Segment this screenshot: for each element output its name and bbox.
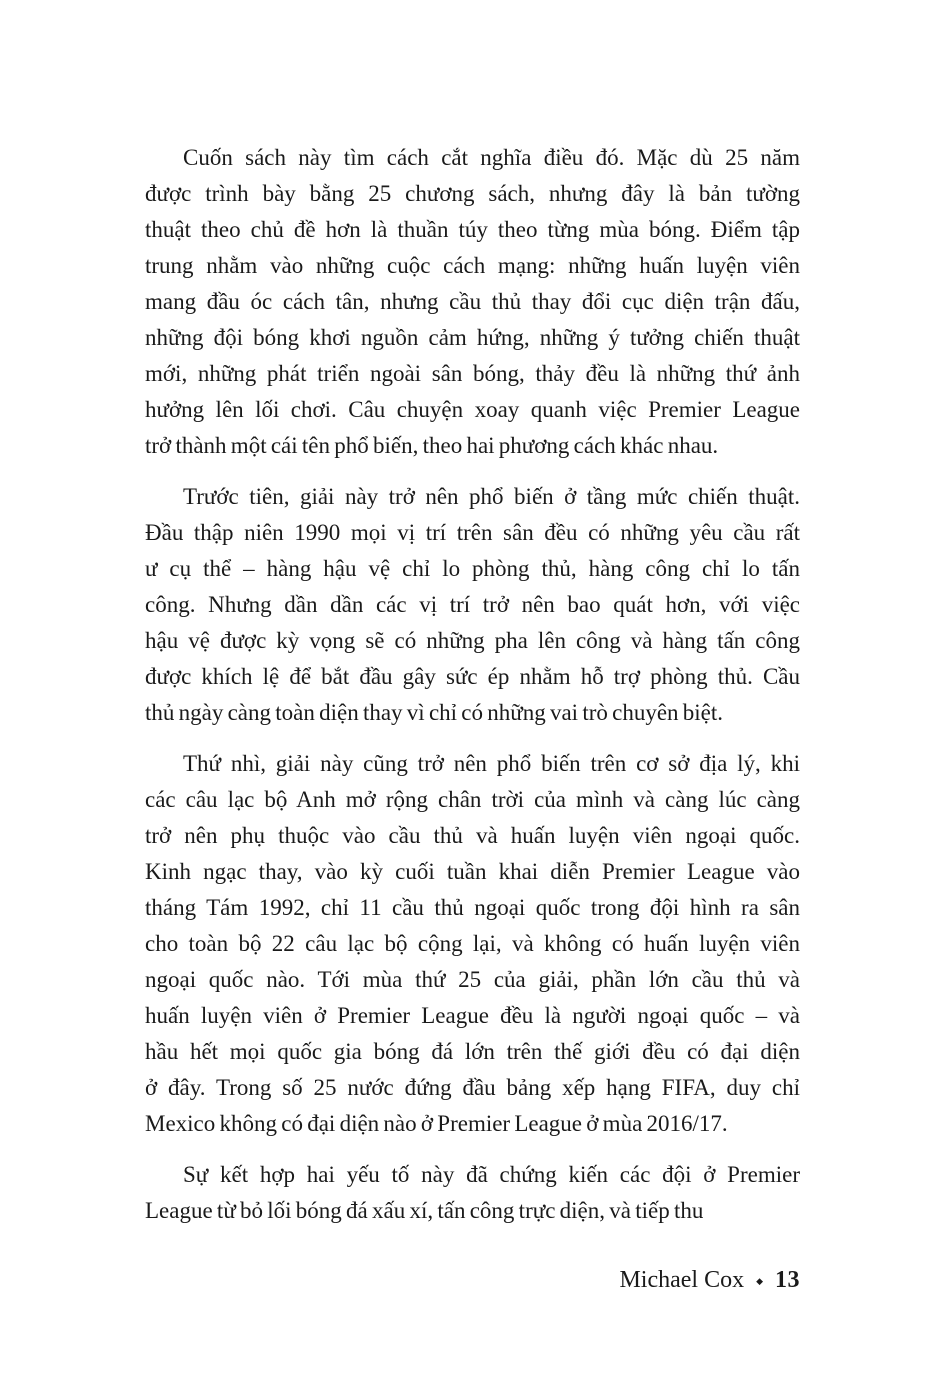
text-line: công. Nhưng dần dần các vị trí trở nên bao quát hơn, với việc	[145, 592, 800, 617]
text-line: cho toàn bộ 22 câu lạc bộ cộng lại, và không có huấn luyện viên	[145, 931, 800, 956]
text-line: thủ ngày càng toàn diện thay vì chỉ có những vai trò chuyên biệt.	[145, 700, 724, 725]
text-line: Trước tiên, giải này trở nên phổ biến ở tầng mức chiến thuật.	[183, 484, 800, 509]
paragraph-1	[145, 140, 800, 464]
text-line: các câu lạc bộ Anh mở rộng chân trời của mình và càng lúc càng	[145, 787, 800, 812]
text-line: hậu vệ được kỳ vọng sẽ có những pha lên công và hàng tấn công	[145, 628, 800, 653]
text-line: được khích lệ để bắt đầu gây sức ép nhằm hỗ trợ phòng thủ. Cầu	[145, 664, 800, 689]
text-line: ở đây. Trong số 25 nước đứng đầu bảng xếp hạng FIFA, duy chỉ	[145, 1075, 800, 1100]
text-line: thuật theo chủ đề hơn là thuần túy theo từng mùa bóng. Điểm tập	[145, 217, 800, 242]
text-line: huấn luyện viên ở Premier League đều là người ngoại quốc – và	[145, 1003, 800, 1028]
paragraph-2	[145, 479, 800, 731]
text-line: được trình bày bằng 25 chương sách, nhưng đây là bản tường	[145, 181, 800, 206]
text-line: Kinh ngạc thay, vào kỳ cuối tuần khai diễn Premier League vào	[145, 859, 800, 884]
text-line: League từ bỏ lối bóng đá xấu xí, tấn công trực diện, và tiếp thu	[145, 1198, 704, 1223]
page-footer	[619, 1262, 800, 1298]
paragraph-4	[145, 1157, 800, 1229]
running-header-author: Michael Cox	[619, 1267, 745, 1293]
text-line: Thứ nhì, giải này cũng trở nên phổ biến trên cơ sở địa lý, khi	[183, 751, 800, 776]
text-line: Sự kết hợp hai yếu tố này đã chứng kiến các đội ở Premier	[183, 1162, 800, 1187]
text-line: mới, những phát triển ngoài sân bóng, thảy đều là những thứ ảnh	[145, 361, 800, 386]
text-line: trở nên phụ thuộc vào cầu thủ và huấn luyện viên ngoại quốc.	[145, 823, 800, 848]
page-text-block	[145, 140, 800, 1229]
page-number: 13	[775, 1267, 800, 1293]
text-line: trung nhằm vào những cuộc cách mạng: những huấn luyện viên	[145, 253, 800, 278]
text-line: hưởng lên lối chơi. Câu chuyện xoay quanh việc Premier League	[145, 397, 800, 422]
footer-separator-icon: ◆	[756, 1276, 763, 1286]
text-line: Mexico không có đại diện nào ở Premier League ở mùa 2016/17.	[145, 1111, 728, 1136]
paragraph-3	[145, 746, 800, 1142]
text-line: những đội bóng khơi nguồn cảm hứng, những ý tưởng chiến thuật	[145, 325, 800, 350]
text-line: Cuốn sách này tìm cách cắt nghĩa điều đó. Mặc dù 25 năm	[183, 145, 800, 170]
text-line: tháng Tám 1992, chỉ 11 cầu thủ ngoại quốc trong đội hình ra sân	[145, 895, 800, 920]
text-line: ngoại quốc nào. Tới mùa thứ 25 của giải, phần lớn cầu thủ và	[145, 967, 800, 992]
text-line: trở thành một cái tên phổ biến, theo hai phương cách khác nhau.	[145, 433, 719, 458]
text-line: Đầu thập niên 1990 mọi vị trí trên sân đều có những yêu cầu rất	[145, 520, 800, 545]
text-line: hầu hết mọi quốc gia bóng đá lớn trên thế giới đều có đại diện	[145, 1039, 800, 1064]
text-line: mang đầu óc cách tân, nhưng cầu thủ thay đổi cục diện trận đấu,	[145, 289, 800, 314]
text-line: ư cụ thể – hàng hậu vệ chỉ lo phòng thủ, hàng công chỉ lo tấn	[145, 556, 800, 581]
